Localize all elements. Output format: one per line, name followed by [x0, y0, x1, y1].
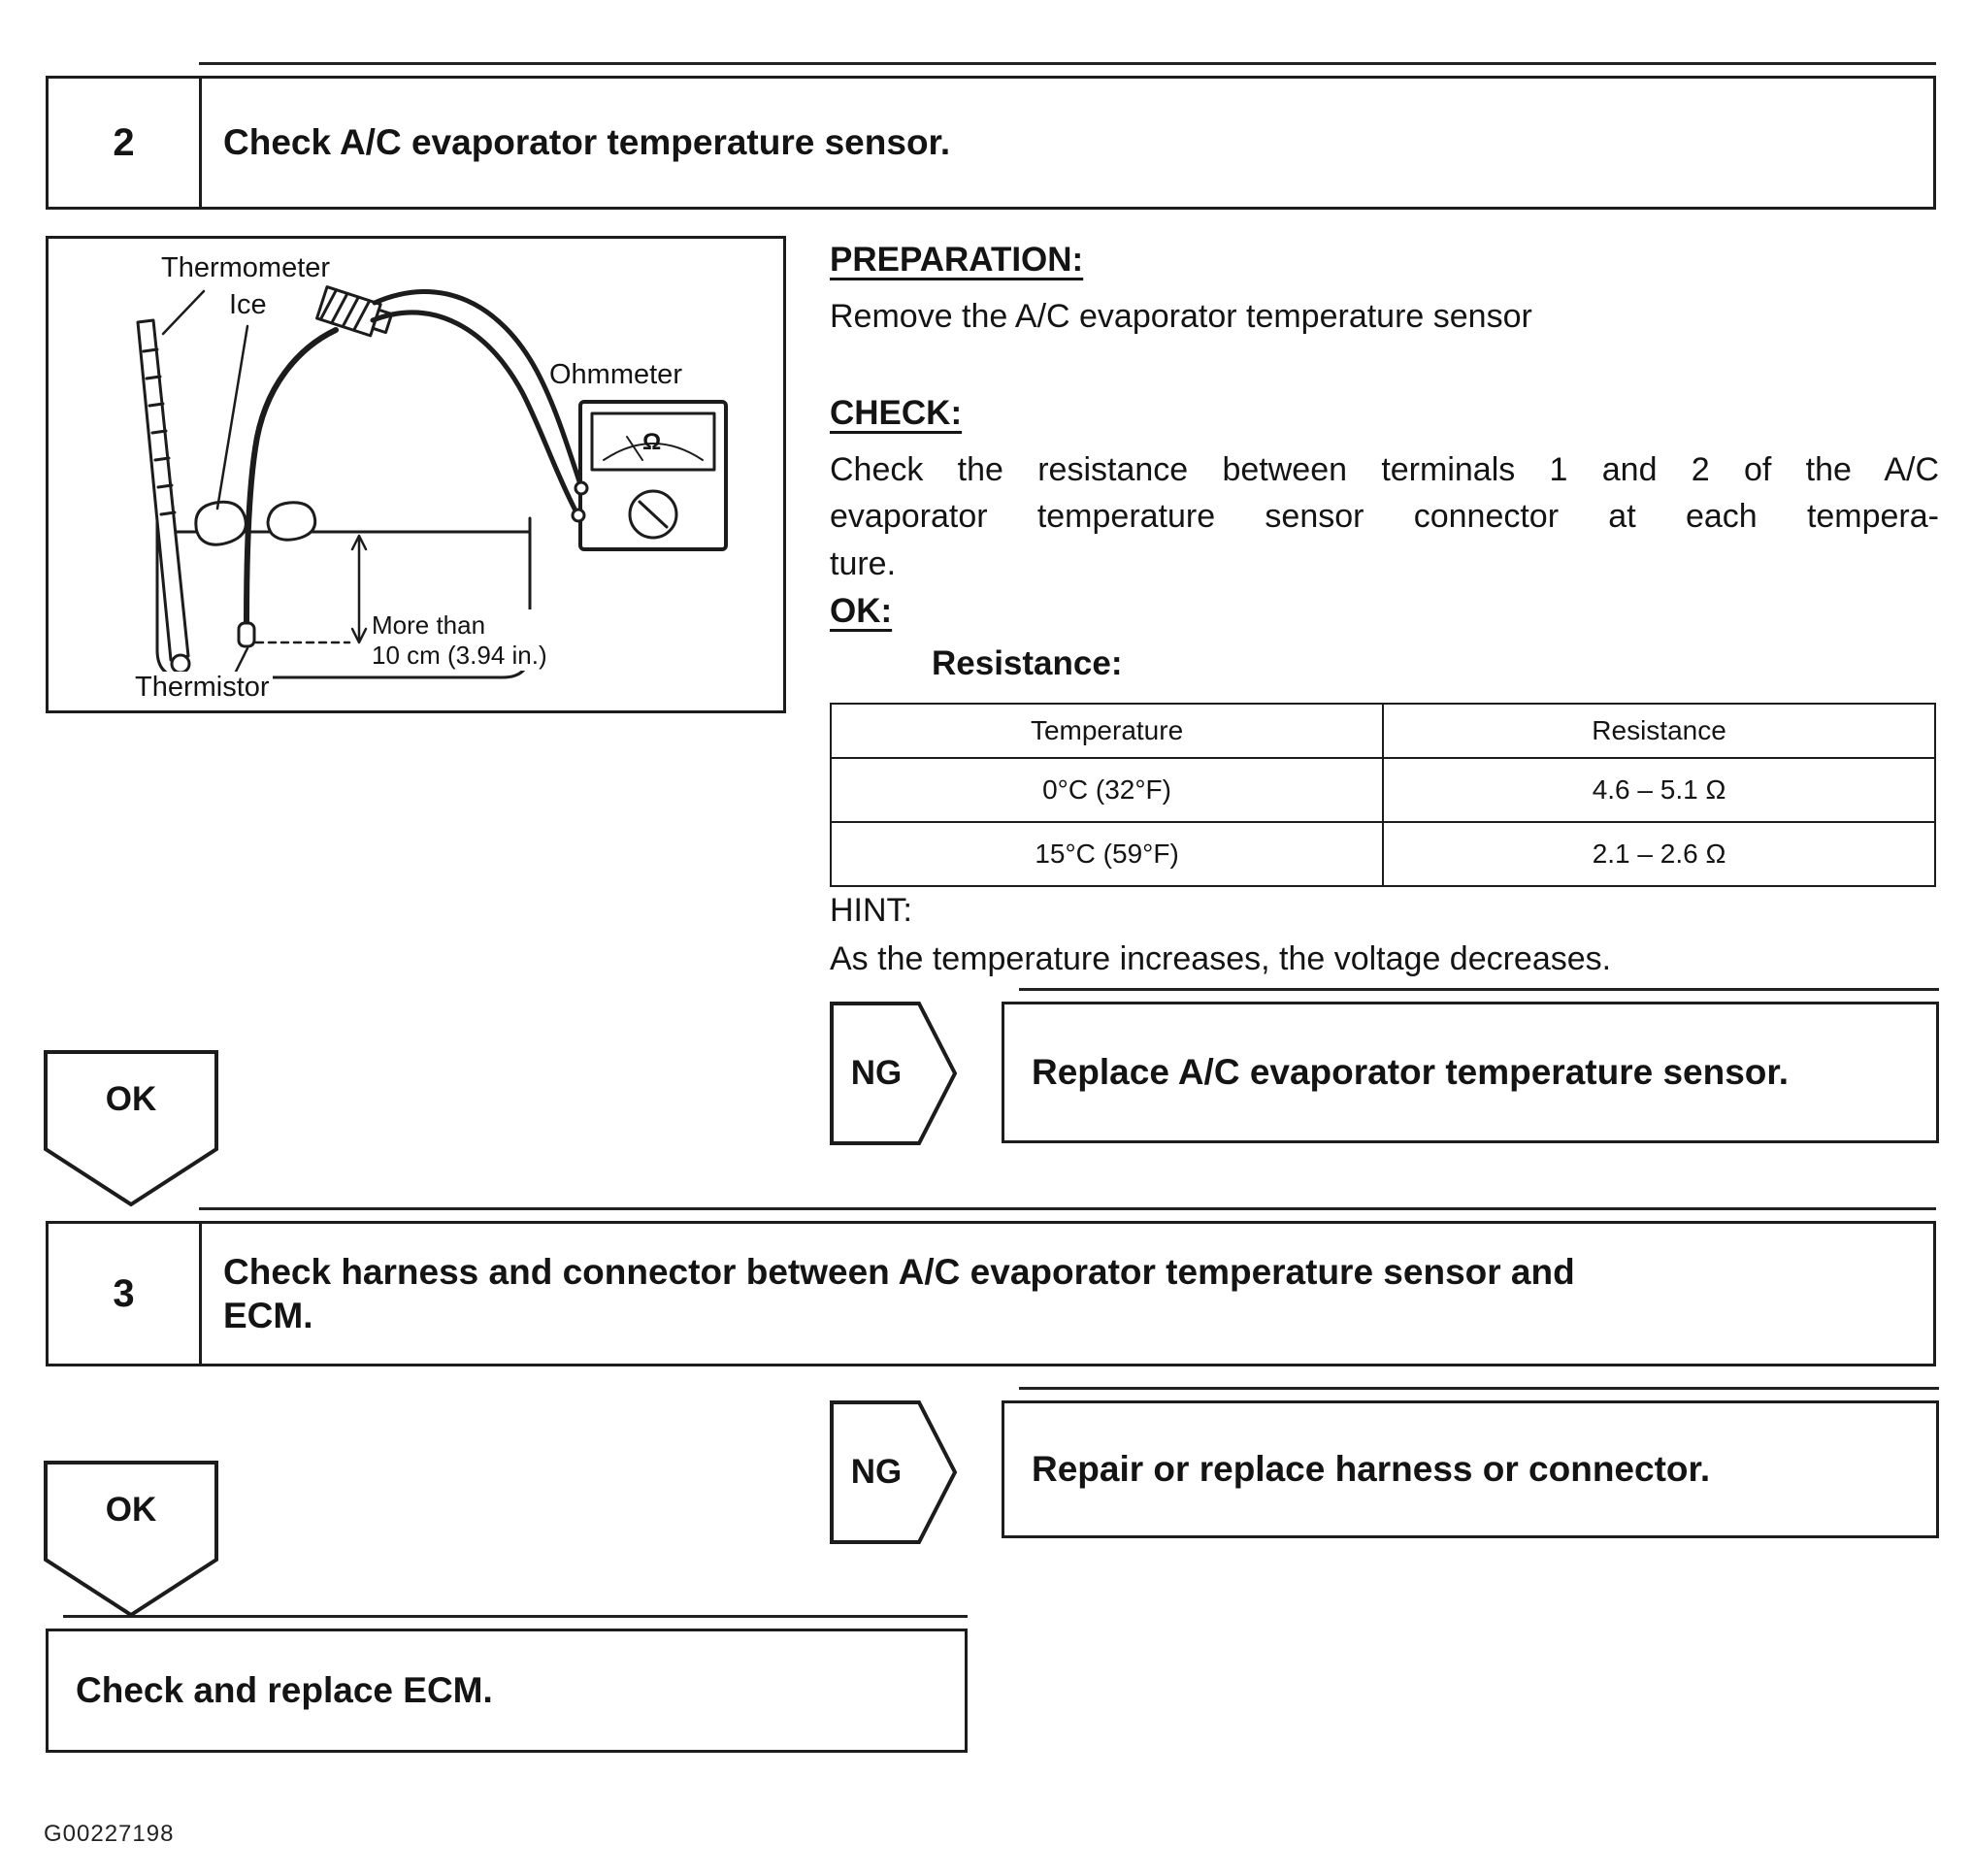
step-2-title-text: Check A/C evaporator temperature sensor.: [223, 122, 951, 163]
check-text-line2: evaporator temperature sensor connector at each tempera-: [830, 498, 1939, 536]
ohmmeter-label: Ohmmeter: [549, 359, 682, 390]
step-3-title-line1: Check harness and connector between A/C evaporator temperature sensor and: [223, 1251, 1575, 1292]
ohmmeter-terminal-1: [575, 482, 587, 494]
step2-top-rule: [199, 62, 1936, 65]
ice-blob-1: [196, 502, 246, 544]
depth-note: [369, 609, 550, 671]
step-3-title-line2: ECM.: [223, 1296, 313, 1335]
hint-heading: HINT:: [830, 892, 912, 929]
ng1-action-text: Replace A/C evaporator temperature sensor.: [1032, 1052, 1790, 1092]
figure-id: G00227198: [44, 1821, 175, 1847]
ng-label: NG: [850, 1054, 903, 1092]
step-3-title: [202, 1224, 1933, 1364]
ok-arrow-2: [44, 1461, 218, 1618]
hint-text: As the temperature increases, the voltage decreases.: [830, 940, 1612, 977]
step-2-header: [46, 76, 1936, 210]
thermometer-label: Thermometer: [161, 252, 331, 283]
step-3-number: 3: [49, 1224, 202, 1364]
ng2-action-text: Repair or replace harness or connector.: [1032, 1449, 1711, 1489]
temperature-column-header: Temperature: [831, 704, 1383, 758]
thermistor-wire: [246, 330, 336, 623]
resistance-value: 4.6 – 5.1 Ω: [1383, 758, 1935, 822]
ice-label: Ice: [229, 289, 267, 320]
ng2-box-top-rule: [1019, 1387, 1939, 1390]
ng-arrow-1: [830, 1002, 958, 1145]
check-text: [830, 446, 1939, 587]
resistance-value: 2.1 – 2.6 Ω: [1383, 822, 1935, 886]
temperature-value: 0°C (32°F): [831, 758, 1383, 822]
resistance-table-header-row: [831, 704, 1935, 758]
test-setup-figure: [46, 236, 786, 713]
resistance-column-header: Resistance: [1383, 704, 1935, 758]
check-text-line3: ture.: [830, 544, 897, 582]
thermistor-label: Thermistor: [132, 672, 273, 704]
resistance-heading: Resistance:: [932, 644, 1123, 682]
thermometer-bulb: [172, 655, 189, 673]
ok-arrow-1: [44, 1050, 218, 1207]
resistance-table: [830, 703, 1936, 887]
ok-heading: OK:: [830, 592, 893, 630]
depth-note-line2: 10 cm (3.94 in.): [372, 640, 547, 670]
final-action-box: [46, 1629, 968, 1753]
ng2-action-box: [1002, 1400, 1939, 1538]
ohmmeter-body: [580, 402, 726, 549]
test-lead-2: [373, 313, 577, 514]
ng1-action-box: [1002, 1002, 1939, 1143]
step-2-number: 2: [49, 79, 202, 207]
ohmmeter-terminal-2: [573, 510, 584, 521]
ng-label: NG: [850, 1453, 903, 1491]
table-row: [831, 822, 1935, 886]
ok-label: OK: [105, 1080, 157, 1118]
final-action-text: Check and replace ECM.: [76, 1670, 493, 1710]
preparation-text: Remove the A/C evaporator temperature sensor: [830, 298, 1532, 335]
thermometer-rod: [138, 320, 188, 660]
ice-blob-2: [268, 503, 315, 540]
ok-label: OK: [105, 1491, 157, 1529]
check-text-line1: Check the resistance between terminals 1 and 2 of the A/C: [830, 451, 1939, 488]
ng1-box-top-rule: [1019, 988, 1939, 991]
step3-top-rule: [199, 1207, 1936, 1210]
temperature-value: 15°C (59°F): [831, 822, 1383, 886]
thermistor-tip: [239, 623, 254, 646]
table-row: [831, 758, 1935, 822]
preparation-heading: PREPARATION:: [830, 241, 1084, 279]
depth-note-line1: More than: [372, 610, 486, 640]
depth-arrow: [352, 536, 366, 642]
ohm-symbol-icon: Ω: [642, 429, 662, 455]
ng-arrow-2: [830, 1400, 958, 1544]
check-heading: CHECK:: [830, 394, 963, 432]
step-2-title: [202, 79, 1933, 207]
step-3-header: [46, 1221, 1936, 1366]
